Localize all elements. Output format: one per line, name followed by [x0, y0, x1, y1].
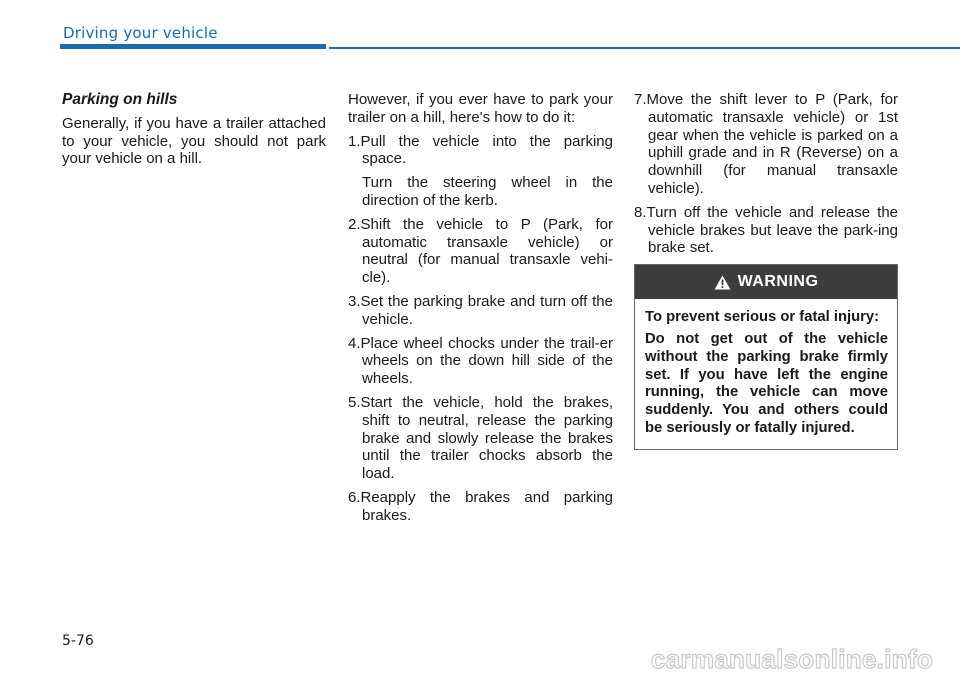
step-3: 3.Set the parking brake and turn off the vehicle. — [348, 292, 613, 328]
step-6: 6.Reapply the brakes and parking brakes. — [348, 488, 613, 524]
trailer-hill-intro: However, if you ever have to park your trailer on a hill, here's how to do it: — [348, 91, 613, 126]
intro-paragraph: Generally, if you have a trailer attached to your vehicle, you should not park your vehicle on a hill. — [62, 114, 326, 168]
warning-title: WARNING — [737, 273, 819, 291]
warning-line-2: Do not get out of the vehicle without the parking brake firmly set. If you have left the engine running, the vehicle can move suddenly. You and others could be seriously or fatally injured. — [645, 330, 888, 436]
warning-triangle-icon — [714, 275, 731, 290]
watermark-logo — [624, 643, 960, 675]
step-2: 2.Shift the vehicle to P (Park, for automatic transaxle vehicle) or neutral (for manual transaxle vehi-cle). — [348, 215, 613, 287]
subsection-heading: Parking on hills — [62, 91, 178, 108]
step-4: 4.Place wheel chocks under the trail-er wheels on the down hill side of the wheels. — [348, 334, 613, 388]
column-2 — [348, 91, 613, 531]
header-rule-thin — [329, 47, 960, 49]
warning-line-1: To prevent serious or fatal injury: — [645, 309, 880, 326]
step-1-note: Turn the steering wheel in the direction of the kerb. — [362, 174, 613, 209]
column-1 — [62, 91, 326, 174]
step-8: 8.Turn off the vehicle and release the vehicle brakes but leave the park-ing brake set. — [634, 203, 898, 257]
step-5: 5.Start the vehicle, hold the brakes, shift to neutral, release the parking brake and slowly release the brakes until the trailer chocks absorb the load. — [348, 393, 613, 483]
warning-box — [634, 264, 898, 450]
warning-body — [635, 299, 897, 449]
page-number: 5-76 — [62, 633, 94, 649]
column-3 — [634, 91, 898, 450]
section-title: Driving your vehicle — [63, 24, 218, 42]
step-1: 1.Pull the vehicle into the parking space. — [348, 132, 613, 168]
header-rule-thick — [60, 44, 326, 49]
warning-header — [635, 265, 897, 299]
step-7: 7.Move the shift lever to P (Park, for automatic transaxle vehicle) or 1st gear when the vehicle is parked on a uphill grade and in R (Reverse) on a downhill (for manual transaxle vehicle). — [634, 91, 898, 197]
svg-text:carmanualsonline.info: carmanualsonline.info — [650, 644, 934, 674]
